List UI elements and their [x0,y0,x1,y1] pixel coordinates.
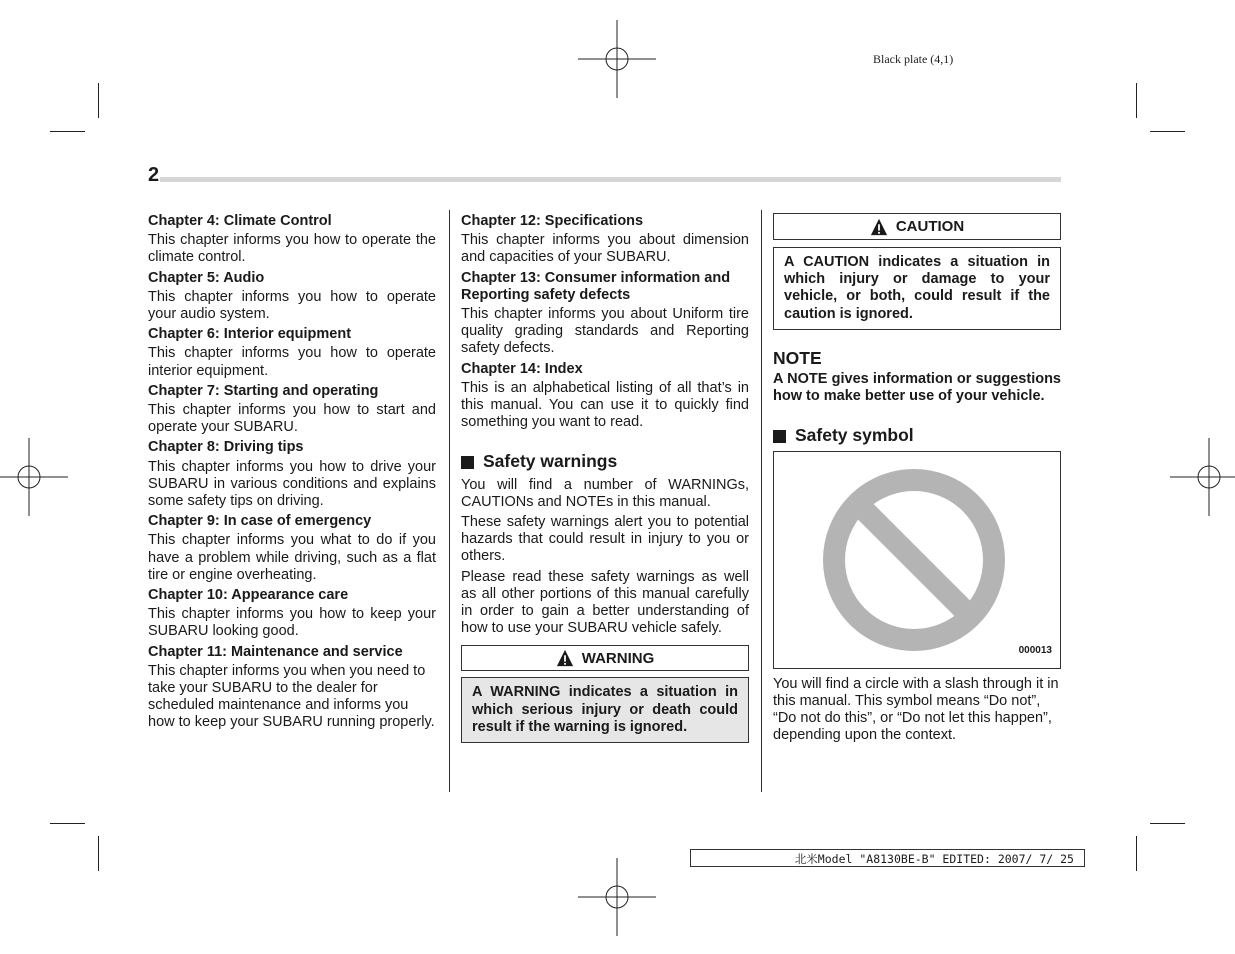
safety-symbol-text: You will find a circle with a slash through it in this manual. This symbol means “Do not”, “Do not do this”, or “Do not let this happen”, depending upon the context. [773,675,1059,744]
registration-mark-icon [578,858,656,936]
chapter-text: This chapter informs you how to operate interior equipment. [148,345,436,379]
crop-mark [98,83,99,118]
chapter-heading: Chapter 11: Maintenance and service [148,643,403,660]
registration-mark-icon [1170,438,1235,516]
section-title: Safety warnings [483,451,618,472]
warning-text: A WARNING indicates a situation in which serious injury or death could result if the warning is ignored. [461,677,749,743]
chapter-heading: Chapter 9: In case of emergency [148,513,372,530]
chapter-text: This chapter informs you what to do if you have a problem while driving, such as a flat tire or engine overheating. [148,532,436,583]
chapter-heading: Chapter 7: Starting and operating [148,382,379,399]
chapter-entry [148,513,436,584]
column-2 [461,213,749,743]
caution-title [773,213,1061,240]
chapter-entry [148,644,436,732]
column-1 [148,213,436,735]
chapter-entry [461,361,749,432]
chapter-heading: Chapter 10: Appearance care [148,587,349,604]
column-divider [449,210,450,792]
crop-mark [1150,823,1185,824]
paragraph: Please read these safety warnings as well as all other portions of this manual carefully in order to gain a better understanding of how to use your SUBARU vehicle safely. [461,568,749,637]
warning-label: WARNING [581,649,655,667]
warning-triangle-icon [556,649,574,667]
prohibition-symbol-icon [822,468,1006,652]
footer-edit-info: 北米Model "A8130BE-B" EDITED: 2007/ 7/ 25 [690,849,1085,867]
warning-box [461,645,749,743]
section-title: Safety symbol [795,425,914,446]
crop-mark [50,823,85,824]
chapter-text: This chapter informs you how to keep your SUBARU looking good. [148,606,436,640]
chapter-text: This chapter informs you about Uniform tire quality grading standards and Reporting safety defects. [461,306,749,357]
chapter-heading: Chapter 12: Specifications [461,213,644,229]
caution-text: A CAUTION indicates a situation in which injury or damage to your vehicle, or both, could result if the caution is ignored. [773,247,1061,330]
chapter-entry [148,213,436,267]
page-number: 2 [148,164,160,186]
chapter-entry [148,439,436,510]
section-heading-safety-warnings [461,453,749,470]
plate-label: Black plate (4,1) [873,52,954,66]
chapter-text: This chapter informs you how to operate your audio system. [148,288,436,323]
chapter-entry [461,213,749,267]
crop-mark [1150,131,1185,132]
section-heading-safety-symbol [773,427,1061,444]
caution-label: CAUTION [895,217,965,235]
crop-mark [1136,836,1137,871]
crop-mark [98,836,99,871]
paragraph: You will find a number of WARNINGs, CAUTIONs and NOTEs in this manual. [461,476,749,510]
chapter-text: This chapter informs you how to operate the climate control. [148,232,436,266]
chapter-entry [148,383,436,437]
column-divider [761,210,762,792]
header-rule [160,177,1061,182]
column-3 [773,213,1061,747]
chapter-heading: Chapter 13: Consumer information and Reporting safety defects [461,269,731,303]
chapter-heading: Chapter 6: Interior equipment [148,326,352,343]
paragraph: These safety warnings alert you to potential hazards that could result in injury to you or others. [461,514,749,565]
chapter-heading: Chapter 5: Audio [148,269,265,286]
safety-symbol-figure [773,451,1061,669]
registration-mark-icon [578,20,656,98]
figure-code: 000013 [1018,645,1052,657]
chapter-heading: Chapter 8: Driving tips [148,439,304,456]
chapter-entry [148,270,436,324]
chapter-text: This chapter informs you about dimension and capacities of your SUBARU. [461,232,749,266]
chapter-text: This is an alphabetical listing of all that’s in this manual. You can use it to quickly find something you want to read. [461,379,749,431]
chapter-text: This chapter informs you how to drive your SUBARU in various conditions and explains some safety tips on driving. [148,458,436,510]
crop-mark [1136,83,1137,118]
chapter-entry [148,587,436,641]
caution-box [773,213,1061,330]
note-text: A NOTE gives information or suggestions how to make better use of your vehicle. [773,371,1061,405]
crop-mark [50,131,85,132]
registration-mark-icon [0,438,68,516]
chapter-heading: Chapter 14: Index [461,360,583,377]
note-heading: NOTE [773,347,822,368]
square-bullet-icon [461,456,474,469]
chapter-text: This chapter informs you when you need to take your SUBARU to the dealer for scheduled maintenance and informs you how to keep your SUBARU running properly. [148,662,435,731]
square-bullet-icon [773,430,786,443]
chapter-entry [461,270,749,358]
warning-triangle-icon [870,218,888,236]
chapter-heading: Chapter 4: Climate Control [148,213,332,229]
chapter-entry [148,326,436,380]
warning-title [461,645,749,671]
chapter-text: This chapter informs you how to start and operate your SUBARU. [148,402,436,436]
